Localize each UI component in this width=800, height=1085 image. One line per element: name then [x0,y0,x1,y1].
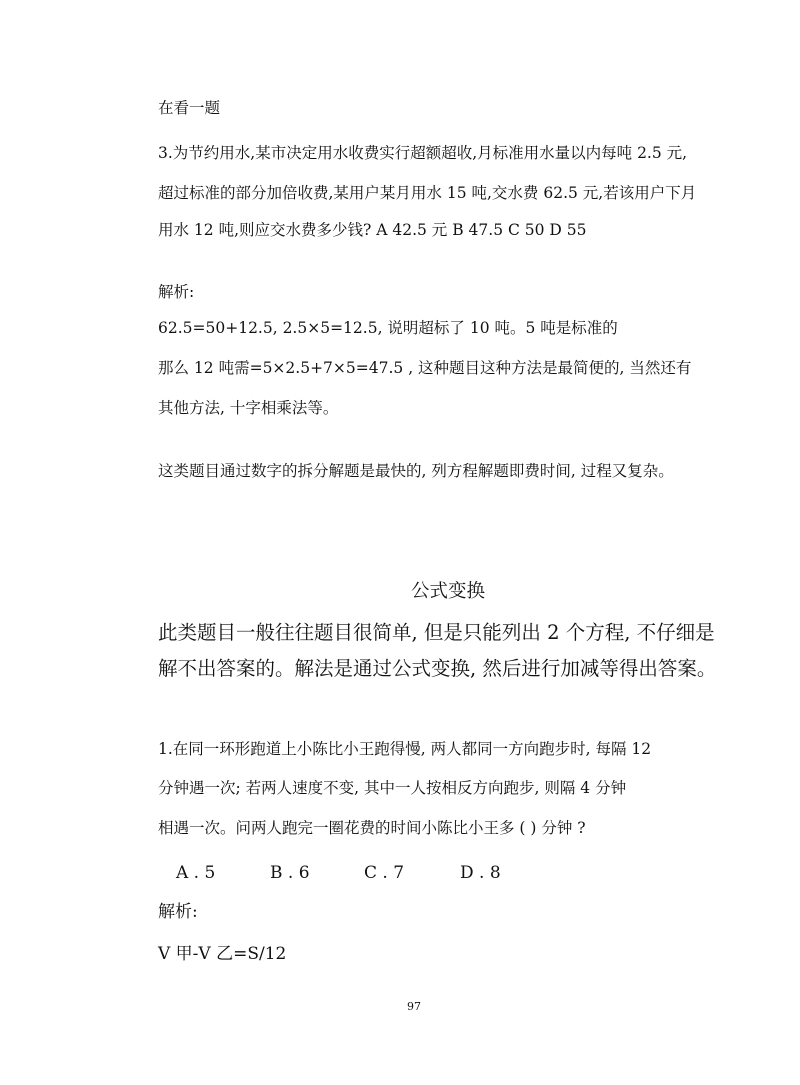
answer-options [0,861,800,885]
question-3-line-1: 3.为节约用水,某市决定用水收费实行超额超收,月标准用水量以内每吨 2.5 元, [158,144,688,162]
analysis-line-1: 62.5=50+12.5, 2.5×5=12.5, 说明超标了 10 吨。5 吨是标准的 [158,319,618,337]
analysis-line-2: 那么 12 吨需=5×2.5+7×5=47.5 , 这种题目这种方法是最简便的, 当然还有 [158,359,692,377]
section-intro-line-2: 解不出答案的。解法是通过公式变换, 然后进行加减等得出答案。 [158,657,717,680]
conclusion-line: 这类题目通过数字的拆分解题是最快的, 列方程解题即费时间, 过程又复杂。 [158,462,674,480]
question-1-line-1: 1.在同一环形跑道上小陈比小王跑得慢, 两人都同一方向跑步时, 每隔 12 [158,740,652,758]
page-number: 97 [407,1000,421,1013]
question-3-line-3: 用水 12 吨,则应交水费多少钱? A 42.5 元 B 47.5 C 50 D 55 [158,221,587,239]
option-d: D . 8 [460,863,501,883]
analysis-line-3: 其他方法, 十字相乘法等。 [158,399,339,417]
question-1-line-3: 相遇一次。问两人跑完一圈花费的时间小陈比小王多 ( ) 分钟 ? [158,819,586,837]
option-c: C . 7 [364,863,405,883]
analysis-label-2: 解析: [158,902,198,922]
section-intro-line-1: 此类题目一般往往题目很简单, 但是只能列出 2 个方程, 不仔细是 [158,621,715,644]
option-a: A . 5 [176,863,216,883]
intro-line: 在看一题 [158,99,221,117]
analysis-label: 解析: [158,283,195,301]
option-b: B . 6 [270,863,310,883]
question-3-line-2: 超过标准的部分加倍收费,某用户某月用水 15 吨,交水费 62.5 元,若该用户下月 [158,184,697,202]
question-1-line-2: 分钟遇一次; 若两人速度不变, 其中一人按相反方向跑步, 则隔 4 分钟 [158,779,627,797]
section-title: 公式变换 [410,581,485,602]
formula-line: V 甲-V 乙=S/12 [158,944,287,964]
